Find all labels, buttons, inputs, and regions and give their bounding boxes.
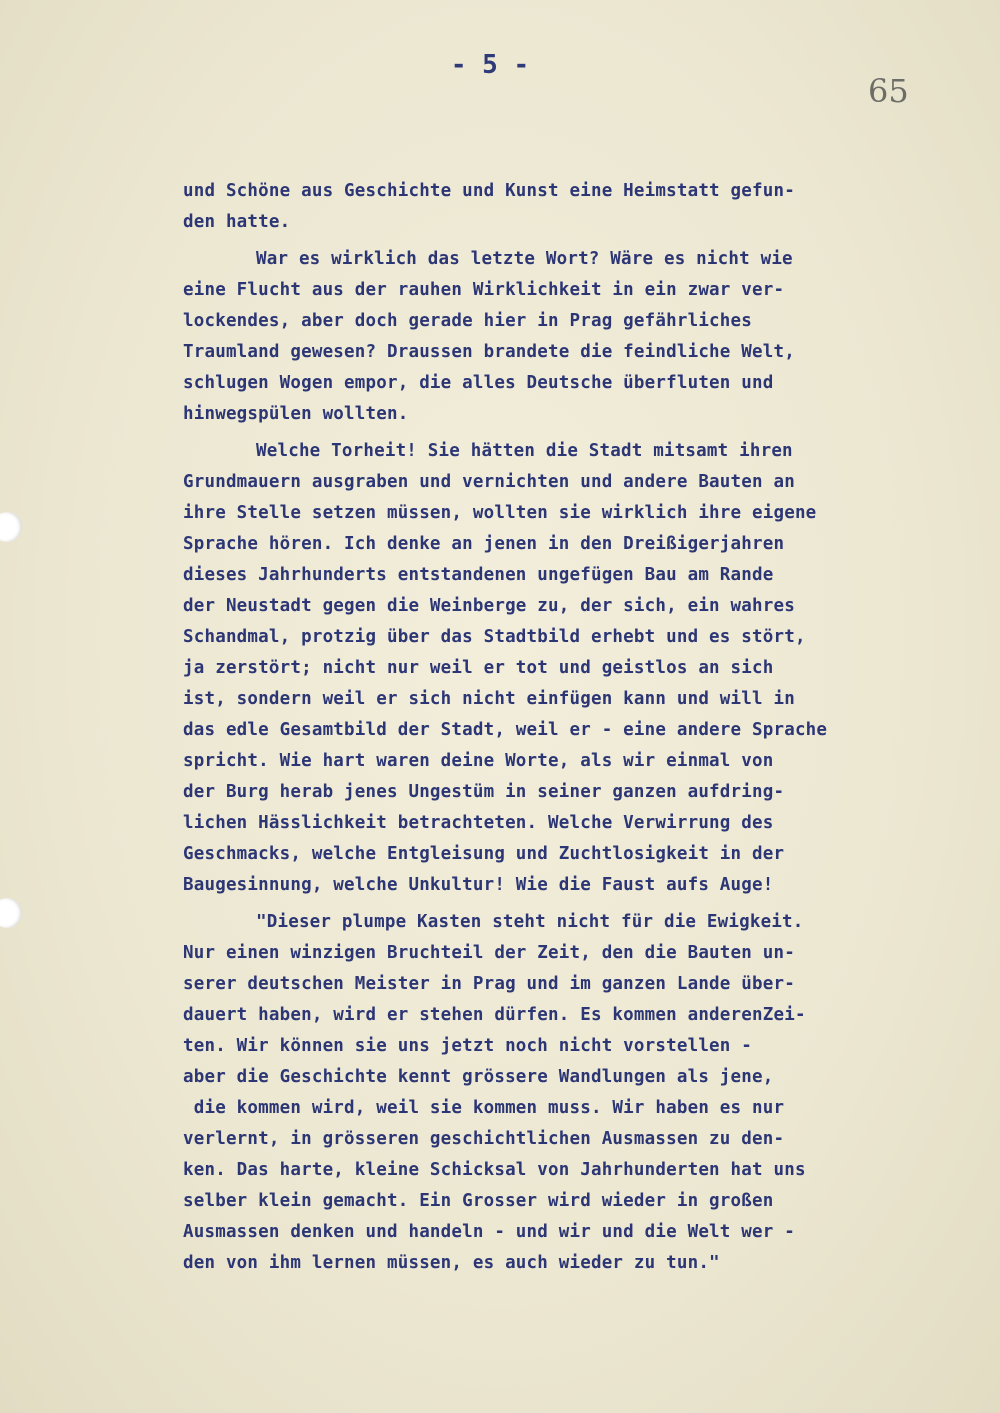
- text-line: ist, sondern weil er sich nicht einfügen kann und will in: [183, 689, 795, 709]
- text-line: den von ihm lernen müssen, es auch wieder zu tun.": [183, 1253, 720, 1273]
- text-line: verlernt, in grösseren geschichtlichen Ausmassen zu den-: [183, 1129, 785, 1149]
- page-number: - 5 -: [450, 50, 530, 80]
- text-line: aber die Geschichte kennt grössere Wandlungen als jene,: [183, 1067, 774, 1087]
- text-line: Geschmacks, welche Entgleisung und Zuchtlosigkeit in der: [183, 844, 785, 864]
- text-line: spricht. Wie hart waren deine Worte, als wir einmal von: [183, 751, 774, 771]
- text-line: schlugen Wogen empor, die alles Deutsche überfluten und: [183, 373, 774, 393]
- text-line: lichen Hässlichkeit betrachteten. Welche Verwirrung des: [183, 813, 774, 833]
- text-line: der Burg herab jenes Ungestüm in seiner ganzen aufdring-: [183, 782, 785, 802]
- text-line: der Neustadt gegen die Weinberge zu, der sich, ein wahres: [183, 596, 795, 616]
- text-line: dieses Jahrhunderts entstandenen ungefügen Bau am Rande: [183, 565, 774, 585]
- text-line: das edle Gesamtbild der Stadt, weil er - eine andere Sprache: [183, 720, 828, 740]
- text-line: die kommen wird, weil sie kommen muss. Wir haben es nur: [183, 1098, 785, 1118]
- text-line: ja zerstört; nicht nur weil er tot und geistlos an sich: [183, 658, 774, 678]
- text-line: Sprache hören. Ich denke an jenen in den Dreißigerjahren: [183, 534, 785, 554]
- paragraph: [183, 907, 943, 1279]
- text-line: den hatte.: [183, 212, 291, 232]
- text-line: hinwegspülen wollten.: [183, 404, 409, 424]
- folio-number: 65: [868, 72, 909, 110]
- text-line: dauert haben, wird er stehen dürfen. Es kommen anderenZei-: [183, 1005, 806, 1025]
- punch-hole: [0, 898, 22, 928]
- text-line: ten. Wir können sie uns jetzt noch nicht vorstellen -: [183, 1036, 753, 1056]
- text-line: Nur einen winzigen Bruchteil der Zeit, den die Bauten un-: [183, 943, 795, 963]
- text-line: War es wirklich das letzte Wort? Wäre es nicht wie: [256, 249, 793, 269]
- text-line: serer deutschen Meister in Prag und im ganzen Lande über-: [183, 974, 795, 994]
- text-line: Baugesinnung, welche Unkultur! Wie die Faust aufs Auge!: [183, 875, 774, 895]
- paragraph: [183, 176, 943, 238]
- text-line: Welche Torheit! Sie hätten die Stadt mitsamt ihren: [256, 441, 793, 461]
- paragraph: [183, 436, 943, 901]
- text-line: Schandmal, protzig über das Stadtbild erhebt und es stört,: [183, 627, 806, 647]
- punch-hole: [0, 512, 22, 542]
- text-line: Grundmauern ausgraben und vernichten und andere Bauten an: [183, 472, 795, 492]
- text-line: lockendes, aber doch gerade hier in Prag gefährliches: [183, 311, 753, 331]
- text-line: selber klein gemacht. Ein Grosser wird wieder in großen: [183, 1191, 774, 1211]
- text-line: ihre Stelle setzen müssen, wollten sie wirklich ihre eigene: [183, 503, 817, 523]
- body-text: [183, 176, 943, 1285]
- text-line: Ausmassen denken und handeln - und wir und die Welt wer -: [183, 1222, 795, 1242]
- text-line: und Schöne aus Geschichte und Kunst eine Heimstatt gefun-: [183, 181, 795, 201]
- text-line: Traumland gewesen? Draussen brandete die feindliche Welt,: [183, 342, 795, 362]
- text-line: eine Flucht aus der rauhen Wirklichkeit in ein zwar ver-: [183, 280, 785, 300]
- text-line: ken. Das harte, kleine Schicksal von Jahrhunderten hat uns: [183, 1160, 806, 1180]
- text-line: "Dieser plumpe Kasten steht nicht für die Ewigkeit.: [256, 912, 804, 932]
- paragraph: [183, 244, 943, 430]
